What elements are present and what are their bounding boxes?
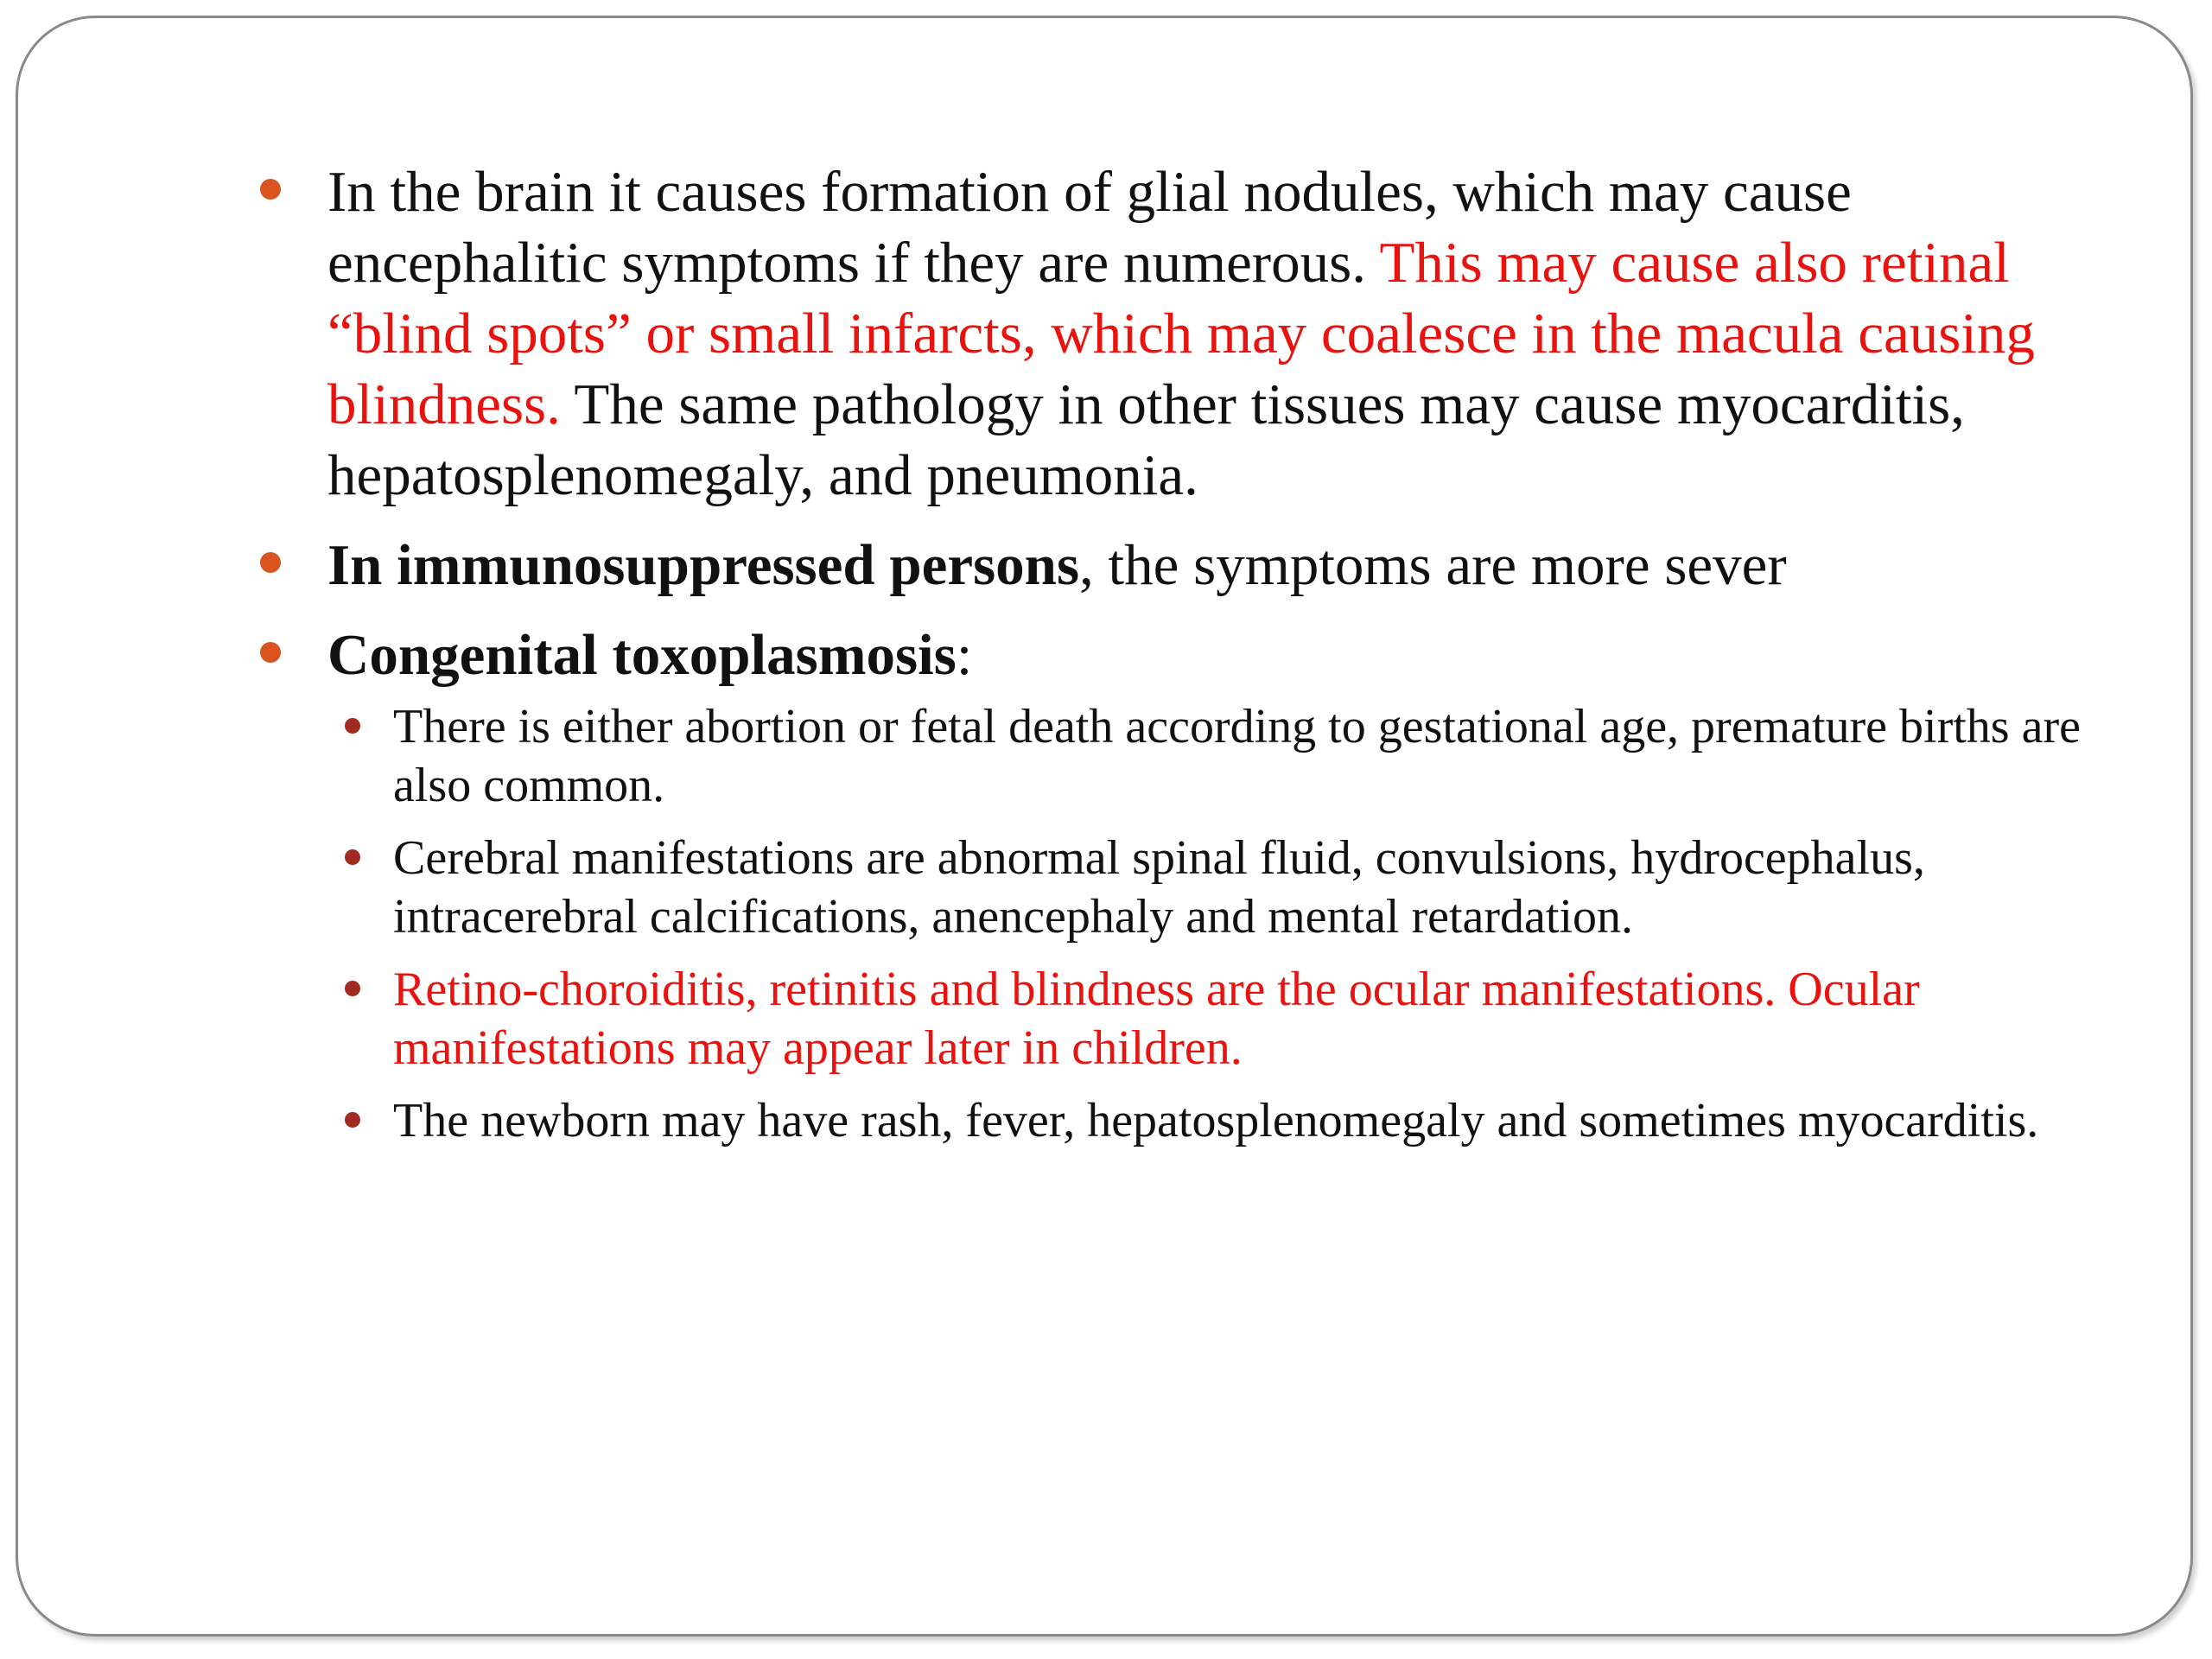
sub-bullet-dot-icon: [345, 849, 360, 865]
text-segment: There is either abortion or fetal death according to gestational age, premature births are also common.: [393, 700, 2081, 812]
bullet-dot-icon: [260, 179, 281, 200]
slide-content: [327, 156, 2107, 1169]
sub-bullet-dot-icon: [345, 718, 360, 734]
sub-bullet-ocular: [393, 960, 2107, 1077]
bold-text-segment: In immunosuppressed persons: [327, 533, 1080, 597]
text-segment: Cerebral manifestations are abnormal spinal fluid, convulsions, hydrocephalus, intracerebral calcifications, anencephaly and mental retardation.: [393, 831, 1925, 944]
sub-bullet-list: [327, 697, 2107, 1150]
bold-text-segment: Congenital toxoplasmosis: [327, 623, 957, 687]
bullet-dot-icon: [260, 642, 281, 663]
highlight-text-segment: Retino-choroiditis, retinitis and blindness are the ocular manifestations. Ocular manifestations may appear later in children.: [393, 963, 1920, 1075]
text-segment: In the brain it causes formation of glial nodules, which may cause encephalitic symptoms if they are numerous.: [327, 160, 1852, 295]
bullet-dot-icon: [260, 552, 281, 573]
sub-bullet-abortion: [393, 697, 2107, 815]
sub-bullet-cerebral: [393, 829, 2107, 946]
bullet-brain-pathology: [327, 156, 2107, 511]
text-segment: , the symptoms are more sever: [1079, 533, 1787, 597]
sub-bullet-dot-icon: [345, 981, 360, 996]
text-segment: :: [956, 623, 973, 687]
text-segment: The same pathology in other tissues may cause myocarditis, hepatosplenomegaly, and pneumonia.: [327, 372, 1965, 507]
sub-bullet-newborn: [393, 1091, 2107, 1150]
sub-bullet-dot-icon: [345, 1112, 360, 1128]
slide-frame: [16, 16, 2193, 1637]
bullet-immunosuppressed: [327, 530, 2107, 601]
highlight-text-segment: This may cause also retinal “blind spots” or small infarcts, which may coalesce in the macula causing blindness.: [327, 231, 2035, 436]
bullet-list: [327, 156, 2107, 1150]
bullet-congenital-toxoplasmosis: [327, 620, 2107, 1150]
text-segment: The newborn may have rash, fever, hepatosplenomegaly and sometimes myocarditis.: [393, 1094, 2039, 1147]
